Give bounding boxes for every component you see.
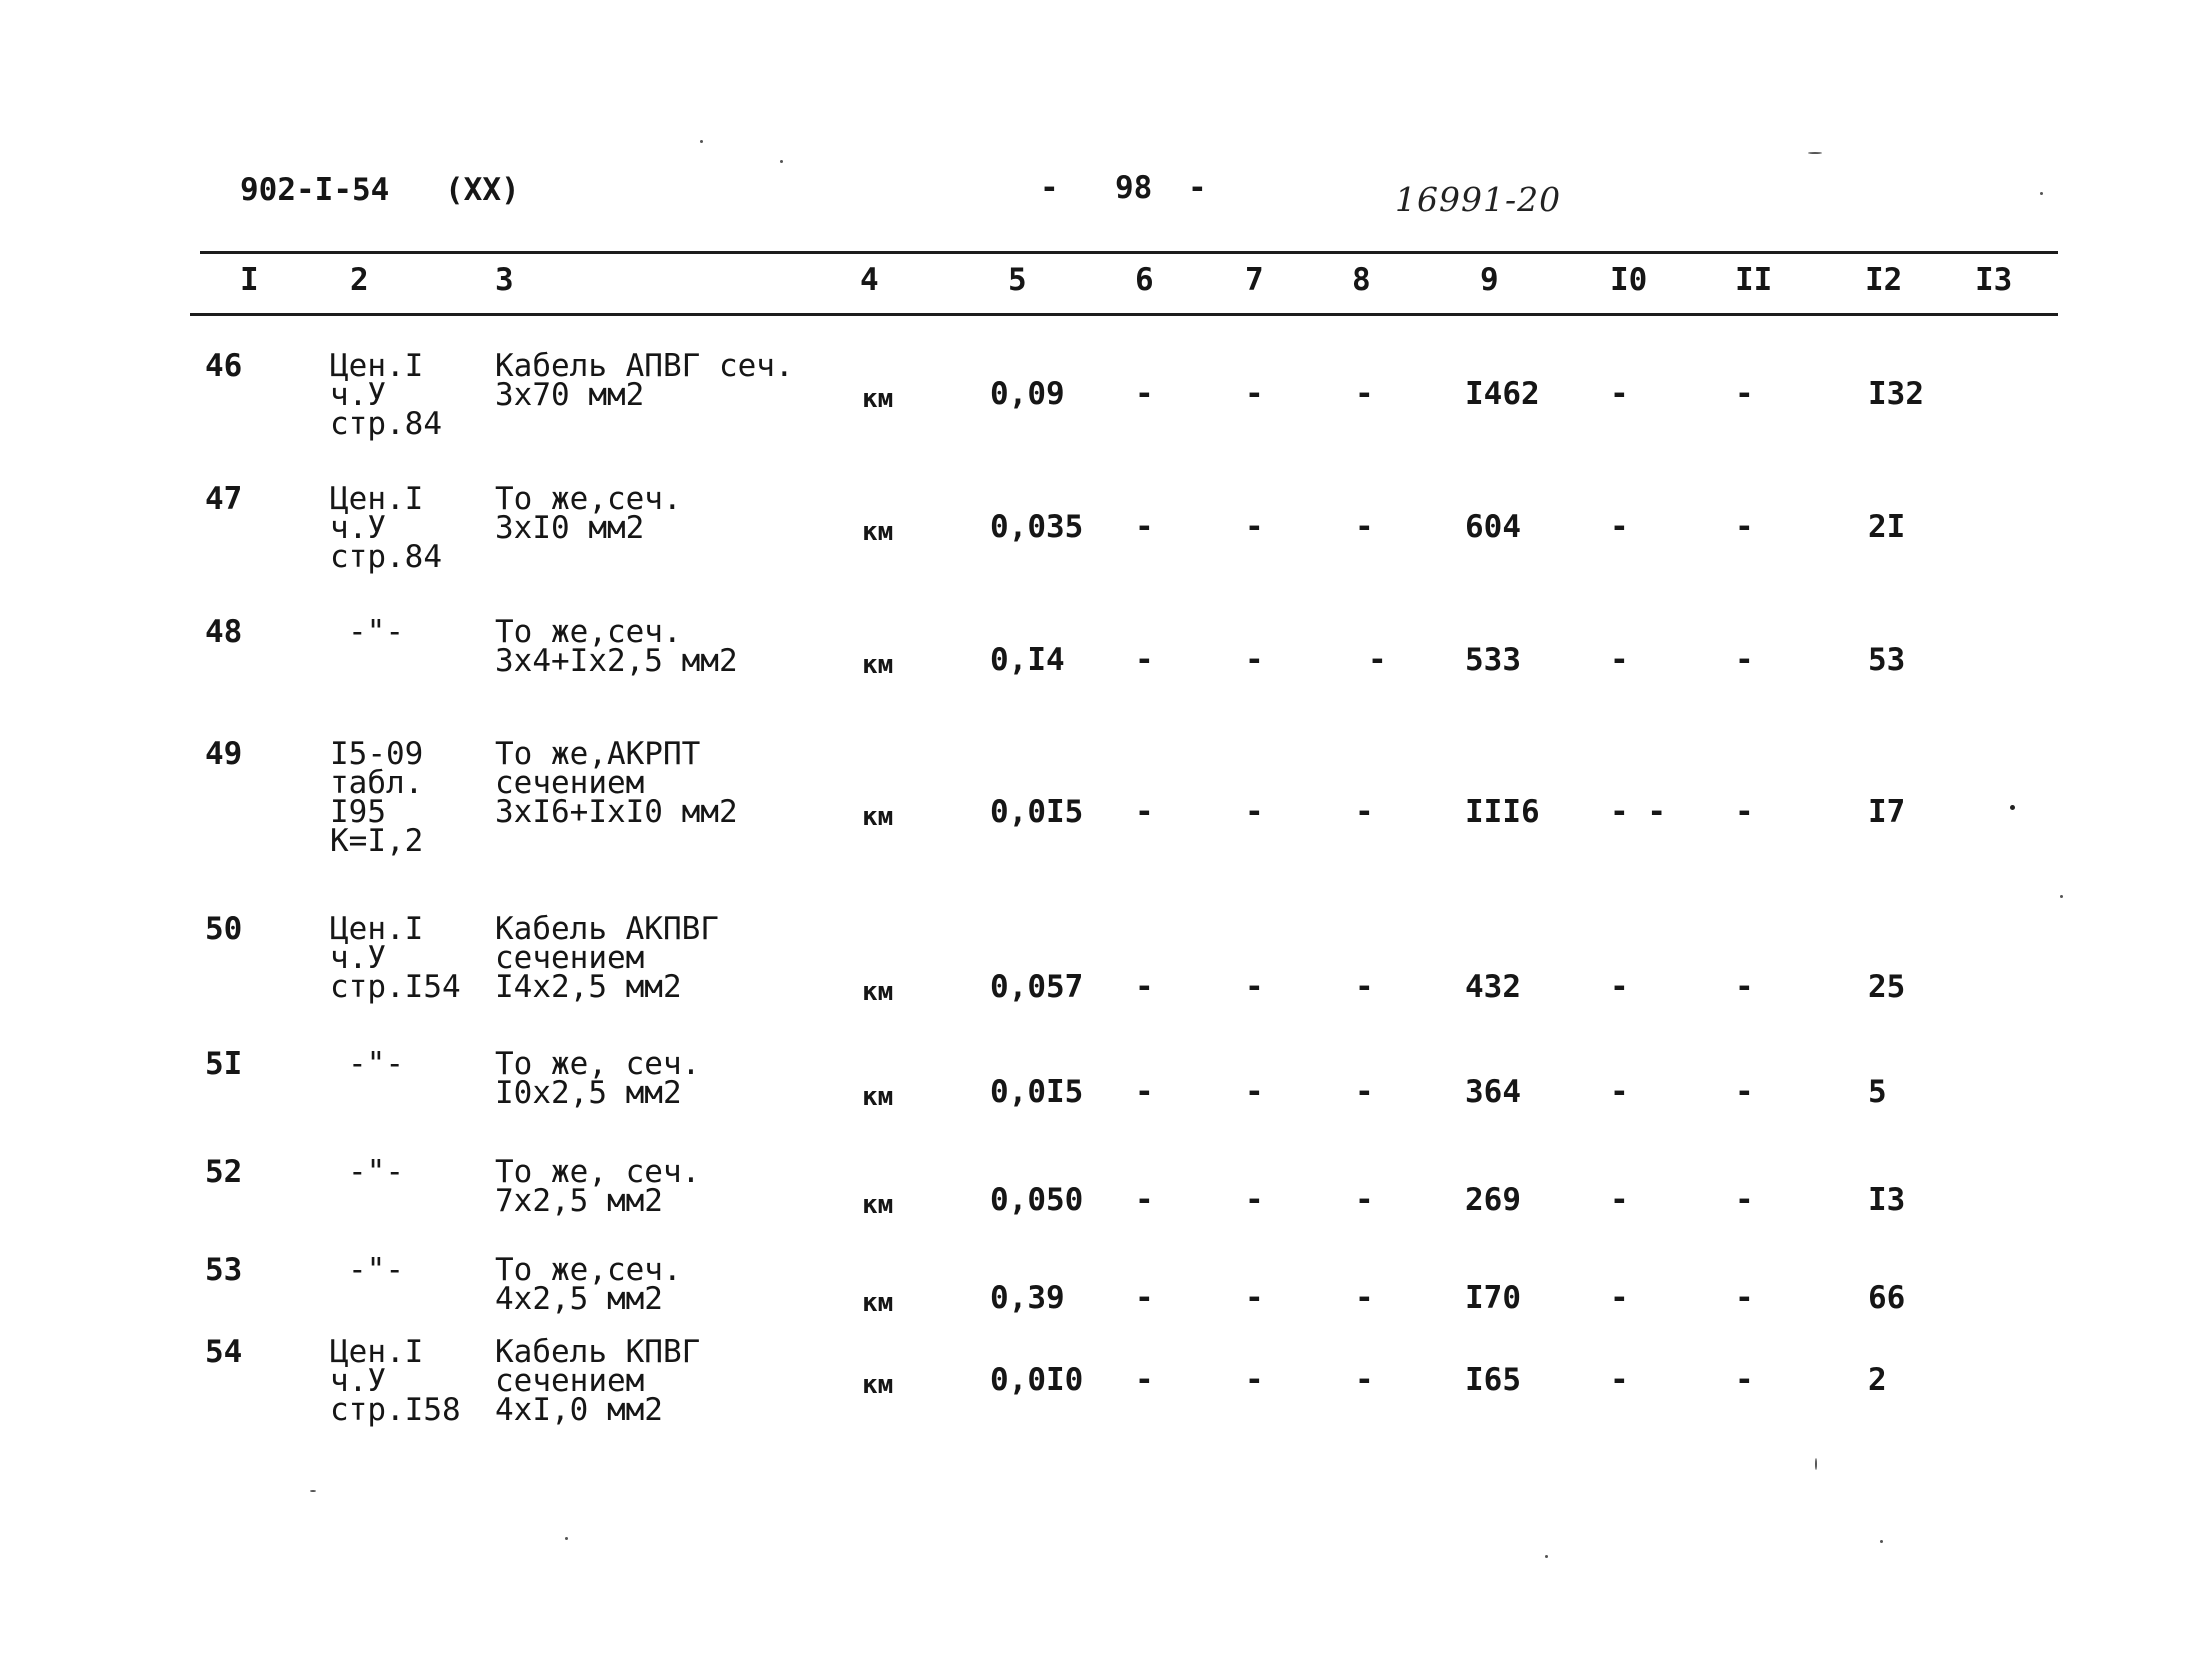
column-number-9: 9 xyxy=(1480,262,1499,298)
unit: км xyxy=(862,1370,894,1400)
table-header-top-rule xyxy=(200,251,2058,254)
unit: км xyxy=(862,1288,894,1318)
price-reference: -"- xyxy=(348,614,404,650)
row-number: 52 xyxy=(205,1154,243,1190)
column-7-value: - xyxy=(1245,969,1264,1005)
row-number: 49 xyxy=(205,736,243,772)
row-number: 5I xyxy=(205,1046,243,1082)
column-number-11: II xyxy=(1735,262,1773,298)
column-10-value: - xyxy=(1610,969,1629,1005)
price-reference: Цен.I ч.У стр.I54 xyxy=(330,911,461,1005)
page-number-dash-right: - xyxy=(1188,170,1207,206)
column-6-value: - xyxy=(1135,969,1154,1005)
column-10-value: - xyxy=(1610,642,1629,678)
column-number-5: 5 xyxy=(1008,262,1027,298)
column-10-value: - xyxy=(1610,509,1629,545)
column-8-value: - xyxy=(1355,794,1374,830)
unit: км xyxy=(862,384,894,414)
quantity: 0,I4 xyxy=(990,642,1065,678)
price-reference: Цен.I ч.У стр.I58 xyxy=(330,1334,461,1428)
price-reference: Цен.I ч.У стр.84 xyxy=(330,481,442,575)
column-7-value: - xyxy=(1245,509,1264,545)
column-11-value: - xyxy=(1735,1280,1754,1316)
row-number: 48 xyxy=(205,614,243,650)
price-reference: Цен.I ч.У стр.84 xyxy=(330,348,442,442)
column-9-value: 604 xyxy=(1465,509,1521,545)
column-11-value: - xyxy=(1735,1182,1754,1218)
row-number: 46 xyxy=(205,348,243,384)
column-8-value: - xyxy=(1355,509,1374,545)
item-description: Кабель КПВГ сечением 4хI,0 мм2 xyxy=(495,1334,701,1428)
column-6-value: - xyxy=(1135,1280,1154,1316)
column-7-value: - xyxy=(1245,376,1264,412)
column-6-value: - xyxy=(1135,1074,1154,1110)
column-number-1: I xyxy=(240,262,259,298)
column-number-10: I0 xyxy=(1610,262,1648,298)
column-7-value: - xyxy=(1245,642,1264,678)
column-12-value: 25 xyxy=(1868,969,1906,1005)
column-10-value: - - xyxy=(1610,794,1666,830)
unit: км xyxy=(862,650,894,680)
column-12-value: 5 xyxy=(1868,1074,1887,1110)
quantity: 0,0I5 xyxy=(990,1074,1084,1110)
column-7-value: - xyxy=(1245,1182,1264,1218)
column-8-value: - xyxy=(1355,1362,1374,1398)
column-9-value: I70 xyxy=(1465,1280,1521,1316)
column-12-value: I3 xyxy=(1868,1182,1906,1218)
row-number: 53 xyxy=(205,1252,243,1288)
column-9-value: 432 xyxy=(1465,969,1521,1005)
column-12-value: 2 xyxy=(1868,1362,1887,1398)
item-description: То же,сеч. 3хI0 мм2 xyxy=(495,481,682,546)
quantity: 0,057 xyxy=(990,969,1084,1005)
column-7-value: - xyxy=(1245,1362,1264,1398)
column-11-value: - xyxy=(1735,794,1754,830)
column-11-value: - xyxy=(1735,1362,1754,1398)
quantity: 0,050 xyxy=(990,1182,1084,1218)
unit: км xyxy=(862,1082,894,1112)
quantity: 0,09 xyxy=(990,376,1065,412)
column-6-value: - xyxy=(1135,642,1154,678)
column-12-value: 53 xyxy=(1868,642,1906,678)
column-9-value: I65 xyxy=(1465,1362,1521,1398)
column-8-value: - xyxy=(1368,642,1387,678)
table-header-bottom-rule xyxy=(190,313,2058,316)
column-10-value: - xyxy=(1610,376,1629,412)
column-10-value: - xyxy=(1610,1182,1629,1218)
quantity: 0,0I0 xyxy=(990,1362,1084,1398)
price-reference: -"- xyxy=(348,1252,404,1288)
column-7-value: - xyxy=(1245,1074,1264,1110)
column-10-value: - xyxy=(1610,1074,1629,1110)
document-series: (XX) xyxy=(445,172,520,208)
column-number-2: 2 xyxy=(350,262,369,298)
price-reference: -"- xyxy=(348,1046,404,1082)
column-number-3: 3 xyxy=(495,262,514,298)
column-number-8: 8 xyxy=(1352,262,1371,298)
unit: км xyxy=(862,1190,894,1220)
column-number-4: 4 xyxy=(860,262,879,298)
column-6-value: - xyxy=(1135,376,1154,412)
column-11-value: - xyxy=(1735,376,1754,412)
column-7-value: - xyxy=(1245,1280,1264,1316)
row-number: 50 xyxy=(205,911,243,947)
handwritten-sheet-reference: 16991-20 xyxy=(1395,180,1562,219)
column-number-6: 6 xyxy=(1135,262,1154,298)
item-description: То же, сеч. 7х2,5 мм2 xyxy=(495,1154,701,1219)
row-number: 47 xyxy=(205,481,243,517)
column-9-value: 364 xyxy=(1465,1074,1521,1110)
column-8-value: - xyxy=(1355,1074,1374,1110)
item-description: То же, сеч. I0х2,5 мм2 xyxy=(495,1046,701,1111)
column-8-value: - xyxy=(1355,1182,1374,1218)
column-9-value: 269 xyxy=(1465,1182,1521,1218)
item-description: Кабель АКПВГ сечением I4х2,5 мм2 xyxy=(495,911,719,1005)
column-6-value: - xyxy=(1135,1182,1154,1218)
item-description: То же,сеч. 4х2,5 мм2 xyxy=(495,1252,682,1317)
page-number-dash-left: - xyxy=(1040,170,1059,206)
row-number: 54 xyxy=(205,1334,243,1370)
quantity: 0,035 xyxy=(990,509,1084,545)
column-9-value: I462 xyxy=(1465,376,1540,412)
column-6-value: - xyxy=(1135,509,1154,545)
column-12-value: I32 xyxy=(1868,376,1924,412)
item-description: То же,сеч. 3х4+Iх2,5 мм2 xyxy=(495,614,738,679)
column-8-value: - xyxy=(1355,376,1374,412)
column-11-value: - xyxy=(1735,509,1754,545)
price-reference: I5-09 табл. I95 К=I,2 xyxy=(330,736,424,859)
item-description: Кабель АПВГ сеч. 3х70 мм2 xyxy=(495,348,794,413)
page-number: 98 xyxy=(1115,170,1153,206)
column-11-value: - xyxy=(1735,642,1754,678)
column-6-value: - xyxy=(1135,794,1154,830)
column-9-value: III6 xyxy=(1465,794,1540,830)
column-12-value: 2I xyxy=(1868,509,1906,545)
quantity: 0,39 xyxy=(990,1280,1065,1316)
column-8-value: - xyxy=(1355,1280,1374,1316)
unit: км xyxy=(862,802,894,832)
column-10-value: - xyxy=(1610,1362,1629,1398)
column-9-value: 533 xyxy=(1465,642,1521,678)
column-11-value: - xyxy=(1735,1074,1754,1110)
document-code: 902-I-54 xyxy=(240,172,390,208)
column-10-value: - xyxy=(1610,1280,1629,1316)
item-description: То же,АКРПТ сечением 3хI6+IхI0 мм2 xyxy=(495,736,738,830)
price-reference: -"- xyxy=(348,1154,404,1190)
column-8-value: - xyxy=(1355,969,1374,1005)
column-7-value: - xyxy=(1245,794,1264,830)
column-6-value: - xyxy=(1135,1362,1154,1398)
column-number-12: I2 xyxy=(1865,262,1903,298)
column-12-value: I7 xyxy=(1868,794,1906,830)
unit: км xyxy=(862,977,894,1007)
quantity: 0,0I5 xyxy=(990,794,1084,830)
column-11-value: - xyxy=(1735,969,1754,1005)
column-12-value: 66 xyxy=(1868,1280,1906,1316)
column-number-7: 7 xyxy=(1245,262,1264,298)
unit: км xyxy=(862,517,894,547)
column-number-13: I3 xyxy=(1975,262,2013,298)
